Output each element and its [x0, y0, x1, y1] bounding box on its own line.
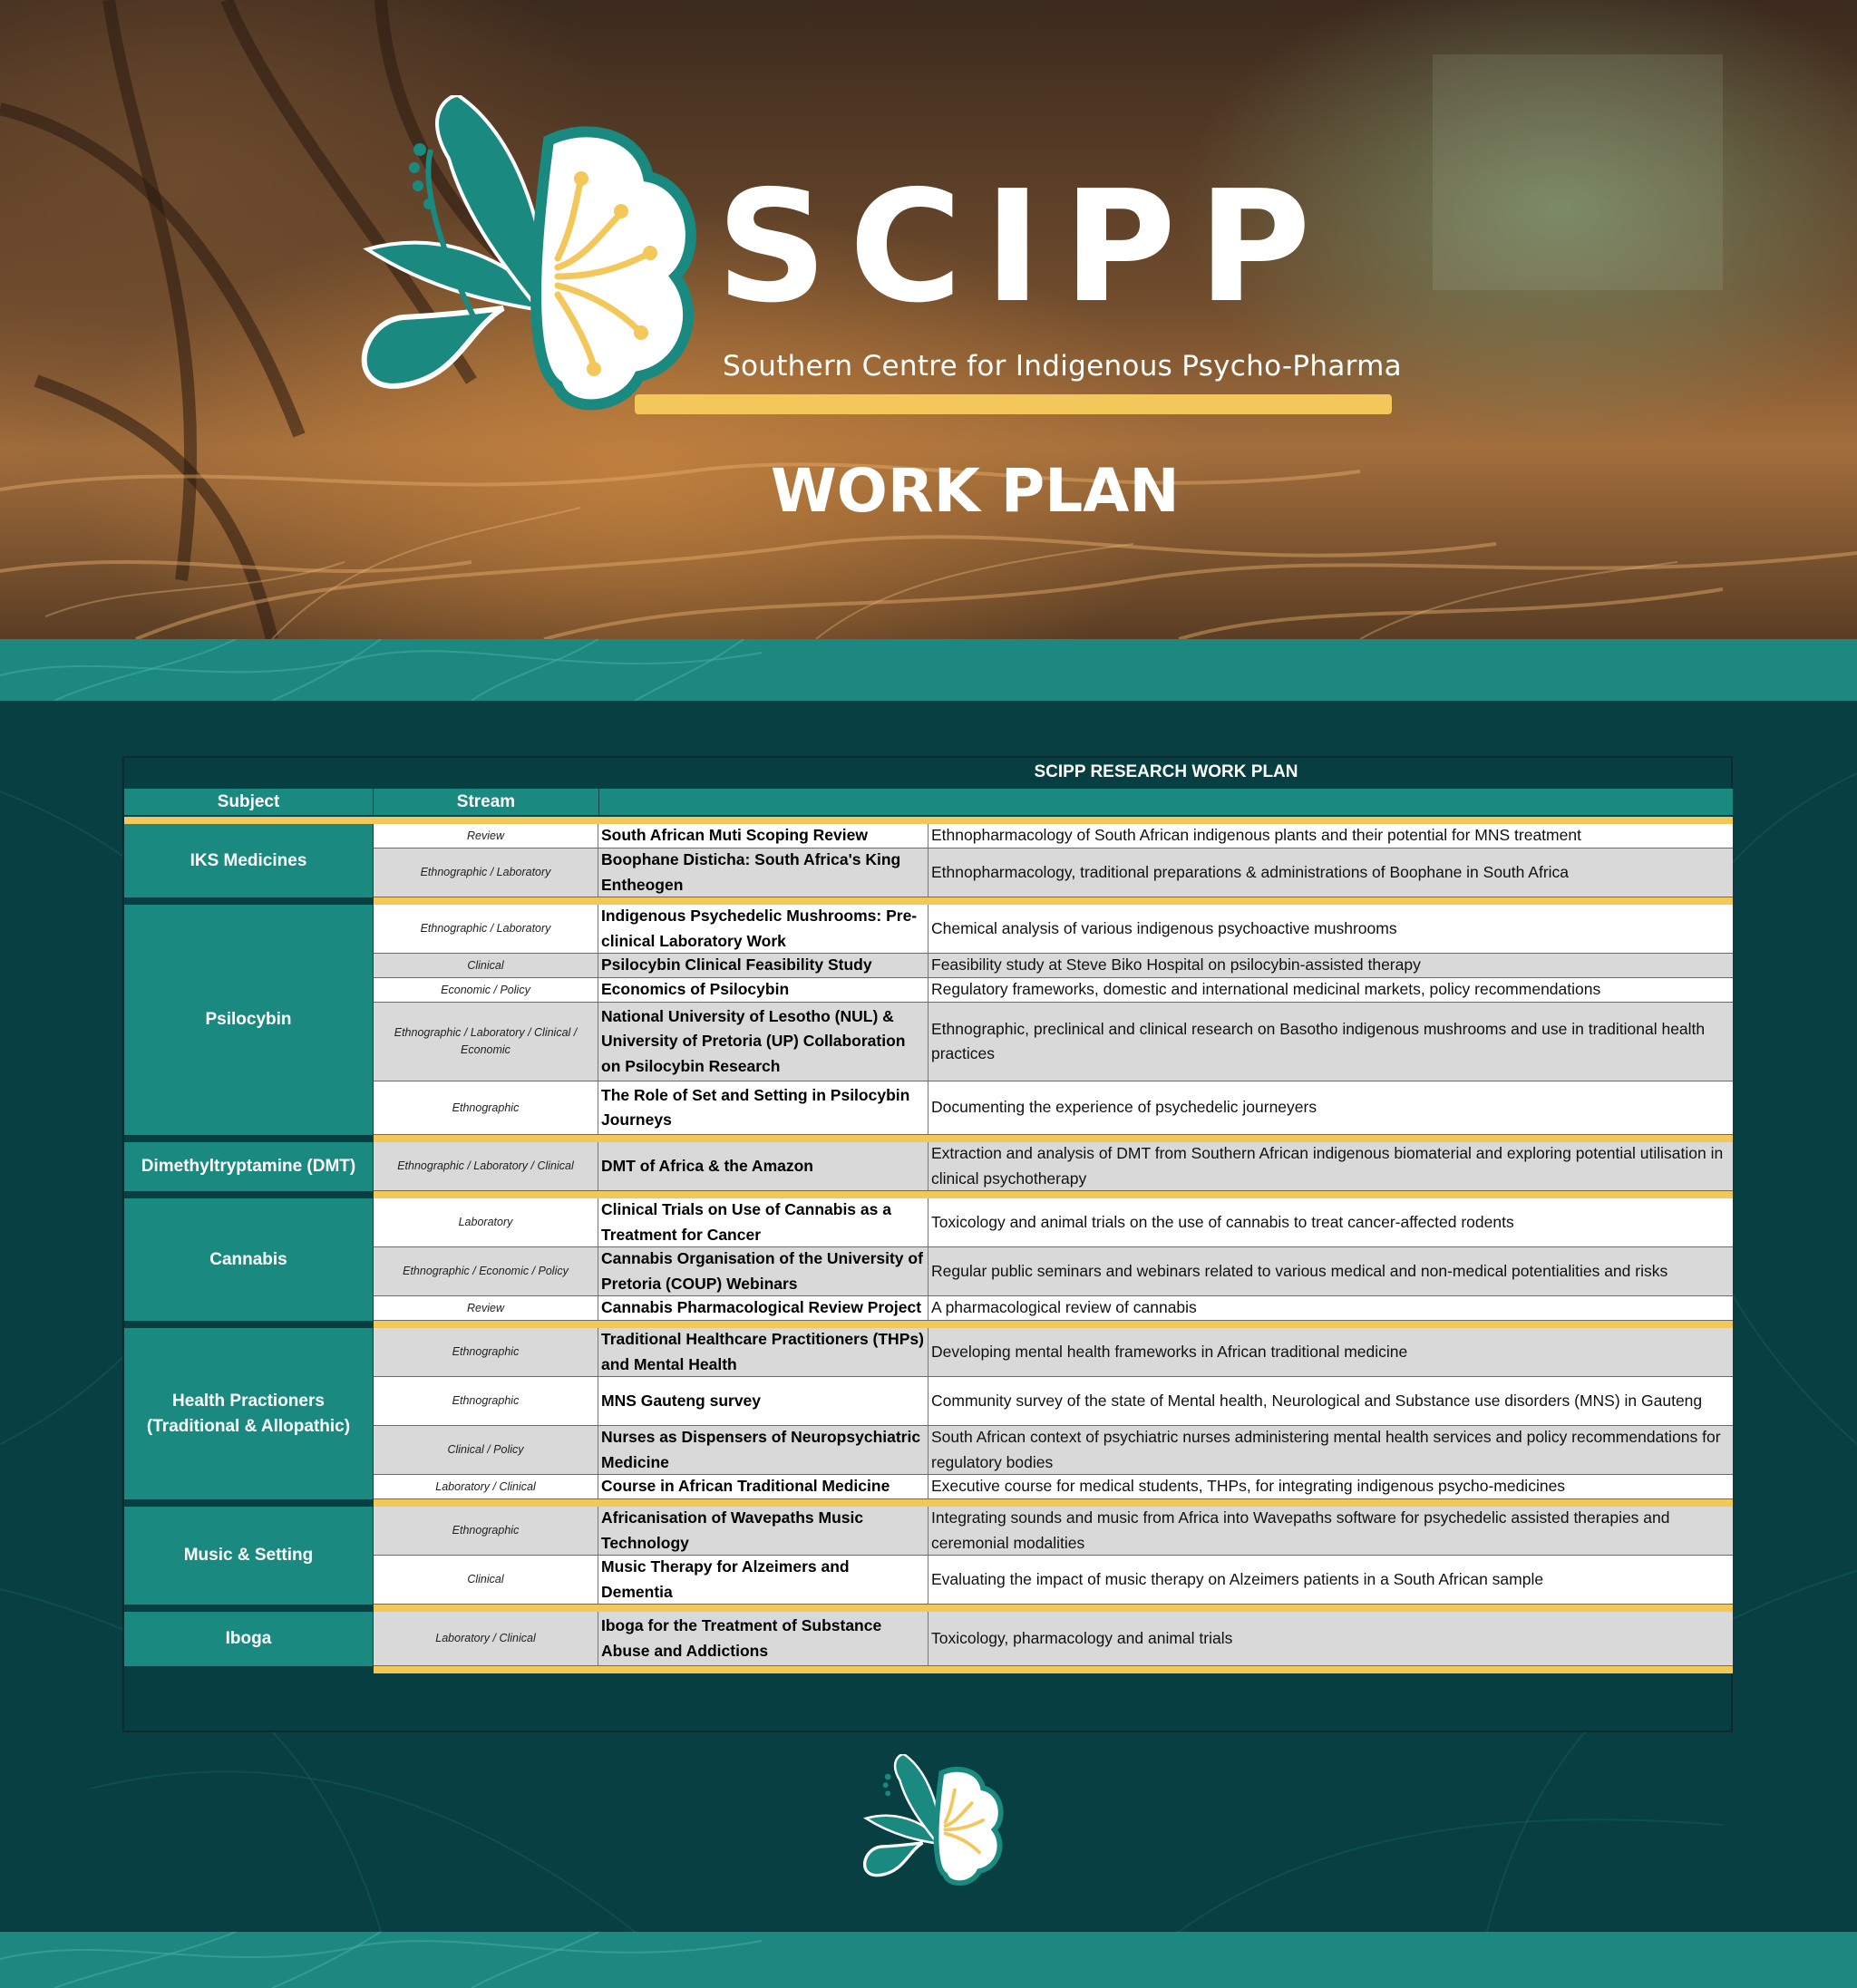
table-row	[374, 1507, 1733, 1556]
description-cell: Evaluating the impact of music therapy on Alzeimers patients in a South African sample	[931, 1569, 1544, 1588]
gold-divider	[374, 1191, 1733, 1198]
project-cell: South African Muti Scoping Review	[598, 824, 928, 848]
hero-banner	[0, 0, 1857, 639]
stream-cell: Clinical	[374, 954, 598, 977]
description-cell: Documenting the experience of psychedelic journeyers	[931, 1098, 1317, 1117]
gold-divider	[374, 1666, 1733, 1673]
table-row	[374, 1081, 1733, 1135]
leaf-vein-pattern-icon	[0, 639, 762, 701]
stream-cell: Laboratory	[374, 1198, 598, 1246]
stream-cell: Ethnographic	[374, 1328, 598, 1376]
table-row	[374, 1198, 1733, 1247]
table-row	[374, 824, 1733, 849]
subject-cell: Psilocybin	[124, 905, 373, 1135]
table-row	[374, 1296, 1733, 1321]
description-cell: Toxicology, pharmacology and animal trials	[931, 1628, 1233, 1647]
stream-cell: Clinical / Policy	[374, 1426, 598, 1474]
stream-cell: Review	[374, 824, 598, 848]
project-cell: Traditional Healthcare Practitioners (THPs) and Mental Health	[598, 1328, 928, 1376]
project-cell: Economics of Psilocybin	[598, 978, 928, 1002]
subject-cell: Music & Setting	[124, 1507, 373, 1605]
stream-cell: Ethnographic / Laboratory / Clinical	[374, 1142, 598, 1190]
stream-cell: Laboratory / Clinical	[374, 1475, 598, 1498]
column-header-stream: Stream	[374, 789, 598, 815]
table-title: SCIPP RESEARCH WORK PLAN	[1034, 762, 1298, 781]
description-cell: South African context of psychiatric nurses administering mental health services and policy recommendations for regulatory bodies	[931, 1428, 1721, 1471]
stream-cell: Ethnographic	[374, 1377, 598, 1425]
description-cell: Executive course for medical students, THPs, for integrating indigenous psycho-medicines	[931, 1477, 1566, 1496]
gold-divider	[374, 1605, 1733, 1612]
stream-cell: Ethnographic / Laboratory	[374, 849, 598, 897]
column-header-subject: Subject	[124, 789, 373, 815]
stream-cell: Review	[374, 1296, 598, 1320]
project-cell: The Role of Set and Setting in Psilocybin Journeys	[598, 1081, 928, 1134]
project-cell: DMT of Africa & the Amazon	[598, 1142, 928, 1190]
table-row	[374, 849, 1733, 897]
project-cell: Iboga for the Treatment of Substance Abuse and Addictions	[598, 1612, 928, 1665]
table-row	[374, 1328, 1733, 1377]
scipp-flower-logo-icon	[349, 95, 712, 422]
stream-cell: Ethnographic / Economic / Policy	[374, 1247, 598, 1295]
brand-underline	[635, 394, 1392, 414]
stream-cell: Economic / Policy	[374, 978, 598, 1002]
research-work-plan-table	[122, 756, 1733, 1732]
description-cell: Ethnographic, preclinical and clinical research on Basotho indigenous mushrooms and use in traditional health practices	[931, 1019, 1706, 1062]
stream-cell: Clinical	[374, 1556, 598, 1604]
table-row	[374, 978, 1733, 1003]
project-cell: National University of Lesotho (NUL) & University of Pretoria (UP) Collaboration on Psilocybin Research	[598, 1003, 928, 1081]
project-cell: Course in African Traditional Medicine	[598, 1475, 928, 1498]
gold-divider	[374, 1321, 1733, 1328]
table-row	[374, 1142, 1733, 1191]
table-row	[374, 954, 1733, 978]
subject-cell: Health Practioners (Traditional & Allopathic)	[124, 1328, 373, 1499]
project-cell: Clinical Trials on Use of Cannabis as a Treatment for Cancer	[598, 1198, 928, 1246]
subject-cell: Iboga	[124, 1612, 373, 1666]
description-cell: A pharmacological review of cannabis	[931, 1298, 1197, 1317]
table-row	[374, 1475, 1733, 1499]
table-row	[374, 1247, 1733, 1296]
description-cell: Chemical analysis of various indigenous psychoactive mushrooms	[931, 918, 1397, 937]
stream-cell: Ethnographic / Laboratory	[374, 905, 598, 953]
decorative-band-top	[0, 639, 1857, 701]
table-row	[374, 1426, 1733, 1475]
description-cell: Regular public seminars and webinars related to various medical and non-medical potentialities and risks	[931, 1261, 1668, 1280]
stream-cell: Ethnographic / Laboratory / Clinical / Economic	[374, 1003, 598, 1081]
leaf-vein-pattern-icon	[0, 1932, 762, 1988]
project-cell: Cannabis Organisation of the University of Pretoria (COUP) Webinars	[598, 1247, 928, 1295]
description-cell: Community survey of the state of Mental health, Neurological and Substance use disorders (MNS) in Gauteng	[931, 1391, 1703, 1410]
description-cell: Integrating sounds and music from Africa into Wavepaths software for psychedelic assisted therapies and ceremonial modalities	[931, 1508, 1670, 1552]
description-cell: Ethnopharmacology, traditional preparations & administrations of Boophane in South Africa	[931, 862, 1570, 881]
project-cell: Africanisation of Wavepaths Music Technology	[598, 1507, 928, 1555]
table-row	[374, 1612, 1733, 1666]
subject-cell: Dimethyltryptamine (DMT)	[124, 1142, 373, 1191]
description-cell: Ethnopharmacology of South African indigenous plants and their potential for MNS treatment	[931, 826, 1581, 845]
description-cell: Toxicology and animal trials on the use of cannabis to treat cancer-affected rodents	[931, 1212, 1514, 1231]
project-cell: MNS Gauteng survey	[598, 1377, 928, 1425]
gold-divider	[374, 897, 1733, 905]
description-cell: Developing mental health frameworks in African traditional medicine	[931, 1342, 1408, 1361]
project-cell: Cannabis Pharmacological Review Project	[598, 1296, 928, 1320]
description-cell: Extraction and analysis of DMT from Southern African indigenous biomaterial and exploring potential utilisation in clinical psychotherapy	[931, 1144, 1724, 1188]
project-cell: Boophane Disticha: South Africa's King Entheogen	[598, 849, 928, 897]
brand-tagline: Southern Centre for Indigenous Psycho-Pharma	[723, 350, 1402, 383]
table-row	[374, 905, 1733, 954]
subject-cell: IKS Medicines	[124, 824, 373, 897]
stream-cell: Ethnographic	[374, 1507, 598, 1555]
project-cell: Psilocybin Clinical Feasibility Study	[598, 954, 928, 977]
project-cell: Music Therapy for Alzeimers and Dementia	[598, 1556, 928, 1604]
stream-cell: Laboratory / Clinical	[374, 1612, 598, 1665]
project-cell: Indigenous Psychedelic Mushrooms: Pre-clinical Laboratory Work	[598, 905, 928, 953]
subject-cell: Cannabis	[124, 1198, 373, 1321]
stream-cell: Ethnographic	[374, 1081, 598, 1134]
brand-name: SCIPP	[716, 158, 1333, 337]
description-cell: Feasibility study at Steve Biko Hospital on psilocybin-assisted therapy	[931, 955, 1421, 975]
column-header-blank	[599, 789, 1733, 815]
project-cell: Nurses as Dispensers of Neuropsychiatric Medicine	[598, 1426, 928, 1474]
table-row	[374, 1003, 1733, 1081]
table-row	[374, 1556, 1733, 1605]
table-row	[374, 1377, 1733, 1426]
page-title: WORK PLAN	[771, 456, 1180, 526]
scipp-footer-logo-icon	[857, 1754, 1011, 1890]
decorative-band-bottom	[0, 1932, 1857, 1988]
description-cell: Regulatory frameworks, domestic and international medicinal markets, policy recommendations	[931, 980, 1601, 999]
